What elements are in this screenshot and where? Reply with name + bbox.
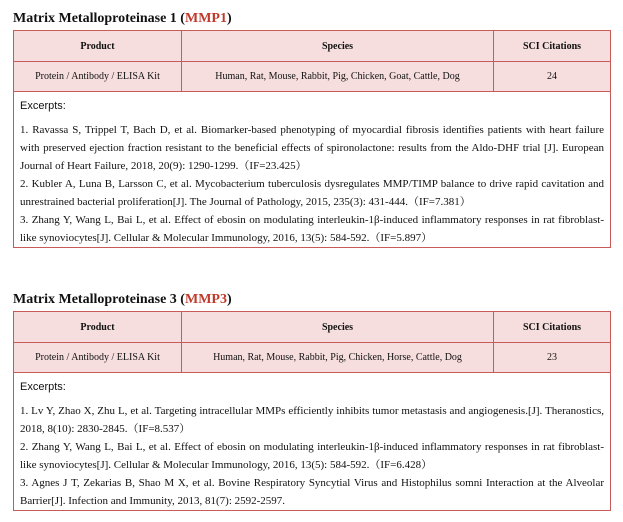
section-title xyxy=(13,291,611,311)
product-cell: Protein / Antibody / ELISA Kit xyxy=(14,343,182,372)
title-suffix: ) xyxy=(226,292,232,307)
header-product: Product xyxy=(14,312,182,342)
reference-item: 2. Kubler A, Luna B, Larsson C, et al. Mycobacterium tuberculosis dysregulates MMP/TIMP balance to drive rapid cavitation and unrestrained bacterial proliferation[J]. The Journal of Pathology, 2015, 235(3): 431-444.（IF=7.381） xyxy=(20,178,604,208)
reference-item: 3. Zhang Y, Wang L, Bai L, et al. Effect of ebosin on modulating interleukin-1β-induced inflammatory responses in rat fibroblast-like synoviocytes[J]. Cellular & Molecular Immunology, 2016, 13(5): 584-592.（IF=5.897） xyxy=(20,214,604,244)
title-prefix: Matrix Metalloproteinase 3 ( xyxy=(13,292,185,307)
gene-code: MMP1 xyxy=(184,11,227,26)
table-row xyxy=(14,62,610,92)
product-cell: Protein / Antibody / ELISA Kit xyxy=(14,62,182,91)
product-table xyxy=(13,311,611,511)
gene-code: MMP3 xyxy=(184,292,227,307)
header-citations: SCI Citations xyxy=(522,40,582,52)
mmp3-section xyxy=(13,291,611,511)
citations-cell: 23 xyxy=(547,352,557,363)
table-row xyxy=(14,343,610,373)
excerpts-block xyxy=(14,92,610,247)
section-title xyxy=(13,10,611,30)
product-table xyxy=(13,30,611,248)
reference-item: 2. Zhang Y, Wang L, Bai L, et al. Effect of ebosin on modulating interleukin-1β-induced inflammatory responses in rat fibroblast-like synoviocytes[J]. Cellular & Molecular Immunology, 2016, 13(5): 584-592.（IF=6.428） xyxy=(20,441,604,471)
table-header-row xyxy=(14,312,610,343)
title-prefix: Matrix Metalloproteinase 1 ( xyxy=(13,11,185,26)
table-header-row xyxy=(14,31,610,62)
header-citations: SCI Citations xyxy=(522,321,582,333)
excerpts-label: Excerpts: xyxy=(20,381,66,393)
citations-cell: 24 xyxy=(547,71,557,82)
excerpts-label: Excerpts: xyxy=(20,100,66,112)
header-product: Product xyxy=(14,31,182,61)
mmp1-section xyxy=(13,10,611,248)
reference-item: 3. Agnes J T, Zekarias B, Shao M X, et al. Bovine Respiratory Syncytial Virus and Histophilus somni Interaction at the Alveolar Barrier[J]. Infection and Immunity, 2013, 81(7): 2592-2597. xyxy=(20,477,604,507)
excerpts-block xyxy=(14,373,610,510)
header-species: Species xyxy=(182,312,494,342)
reference-item: 1. Lv Y, Zhao X, Zhu L, et al. Targeting intracellular MMPs efficiently inhibits tumor metastasis and angiogenesis.[J]. Theranostics, 2018, 8(10): 2830-2845.（IF=8.537） xyxy=(20,405,604,435)
species-cell: Human, Rat, Mouse, Rabbit, Pig, Chicken, Goat, Cattle, Dog xyxy=(182,62,494,91)
species-cell: Human, Rat, Mouse, Rabbit, Pig, Chicken, Horse, Cattle, Dog xyxy=(182,343,494,372)
reference-item: 1. Ravassa S, Trippel T, Bach D, et al. Biomarker-based phenotyping of myocardial fibrosis identifies patients with heart failure with preserved ejection fraction resistant to the beneficial effects of spironolactone: results from the Aldo-DHF trial [J]. European Journal of Heart Failure, 2018, 20(9): 1290-1299.（IF=23.425） xyxy=(20,124,604,172)
header-species: Species xyxy=(182,31,494,61)
title-suffix: ) xyxy=(226,11,232,26)
